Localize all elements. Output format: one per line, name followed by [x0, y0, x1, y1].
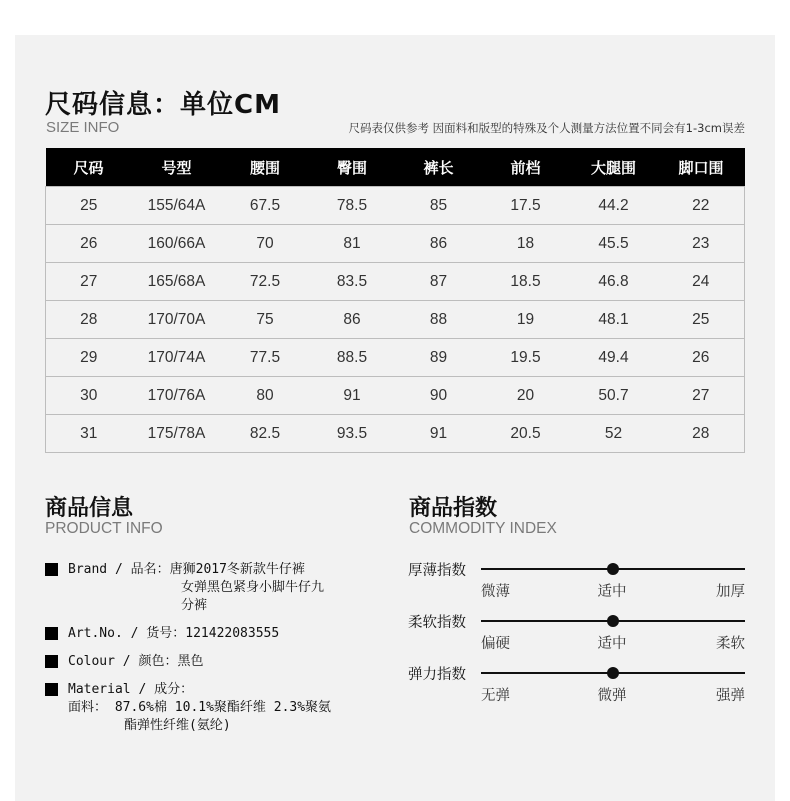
table-cell: 91 [396, 415, 482, 453]
column-header: 大腿围 [570, 148, 658, 187]
brand-line: Brand / 品名：唐狮2017冬新款牛仔裤 [68, 562, 305, 577]
page-subtitle: SIZE INFO [46, 119, 120, 136]
commodity-index-title: 商品指数 [409, 496, 498, 521]
table-cell: 46.8 [570, 263, 658, 301]
index-label: 柔软指数 [408, 615, 466, 631]
table-cell: 86 [396, 225, 482, 263]
table-cell: 78.5 [309, 187, 396, 225]
size-table [45, 148, 745, 453]
table-cell: 28 [658, 415, 745, 453]
index-label: 厚薄指数 [408, 563, 466, 579]
colour-text: Colour / 颜色：黑色 [68, 654, 204, 669]
product-info-title: 商品信息 [45, 496, 134, 521]
table-cell: 93.5 [309, 415, 396, 453]
brand-line: 女弹黑色紧身小脚牛仔九 [181, 580, 325, 595]
brand-line: 分裤 [181, 598, 208, 613]
index-low-label: 无弹 [481, 688, 510, 704]
table-row [46, 225, 745, 263]
bullet-icon [45, 655, 58, 668]
column-header: 尺码 [46, 148, 132, 187]
table-cell: 25 [46, 187, 132, 225]
table-cell: 44.2 [570, 187, 658, 225]
table-cell: 170/70A [132, 301, 222, 339]
info-brand [45, 561, 324, 615]
art-no-text: Art.No. / 货号：121422083555 [68, 626, 280, 641]
page-title: 尺码信息：单位CM [45, 90, 281, 120]
index-marker [607, 667, 619, 679]
table-cell: 20.5 [482, 415, 570, 453]
table-cell: 31 [46, 415, 132, 453]
table-cell: 82.5 [222, 415, 309, 453]
table-cell: 80 [222, 377, 309, 415]
info-material [45, 681, 331, 735]
column-header: 脚口围 [658, 148, 745, 187]
table-cell: 175/78A [132, 415, 222, 453]
table-cell: 52 [570, 415, 658, 453]
table-cell: 90 [396, 377, 482, 415]
column-header: 号型 [132, 148, 222, 187]
info-colour [45, 653, 203, 671]
table-cell: 170/74A [132, 339, 222, 377]
table-cell: 18 [482, 225, 570, 263]
index-high-label: 柔软 [716, 636, 745, 652]
commodity-index-subtitle: COMMODITY INDEX [409, 520, 557, 537]
size-table-header [46, 148, 745, 187]
table-cell: 70 [222, 225, 309, 263]
index-scale-line [481, 620, 745, 622]
column-header: 腰围 [222, 148, 309, 187]
table-cell: 29 [46, 339, 132, 377]
table-cell: 77.5 [222, 339, 309, 377]
table-row [46, 187, 745, 225]
table-cell: 27 [46, 263, 132, 301]
bullet-icon [45, 627, 58, 640]
index-marker [607, 563, 619, 575]
table-cell: 88.5 [309, 339, 396, 377]
index-low-label: 偏硬 [481, 636, 510, 652]
table-cell: 23 [658, 225, 745, 263]
table-cell: 27 [658, 377, 745, 415]
info-art-no [45, 625, 279, 643]
index-high-label: 加厚 [716, 584, 745, 600]
table-cell: 25 [658, 301, 745, 339]
table-cell: 19 [482, 301, 570, 339]
table-cell: 19.5 [482, 339, 570, 377]
table-cell: 24 [658, 263, 745, 301]
table-cell: 20 [482, 377, 570, 415]
table-cell: 75 [222, 301, 309, 339]
material-line: Material / 成分： [68, 682, 194, 697]
index-low-label: 微薄 [481, 584, 510, 600]
table-cell: 26 [46, 225, 132, 263]
index-scale-line [481, 568, 745, 570]
table-cell: 170/76A [132, 377, 222, 415]
table-cell: 165/68A [132, 263, 222, 301]
table-cell: 86 [309, 301, 396, 339]
table-cell: 45.5 [570, 225, 658, 263]
index-high-label: 强弹 [716, 688, 745, 704]
table-row [46, 339, 745, 377]
table-cell: 89 [396, 339, 482, 377]
column-header: 前档 [482, 148, 570, 187]
index-mid-label: 适中 [597, 584, 627, 600]
table-cell: 22 [658, 187, 745, 225]
table-cell: 50.7 [570, 377, 658, 415]
product-info-subtitle: PRODUCT INFO [45, 520, 163, 537]
material-line: 酯弹性纤维(氨纶) [124, 718, 231, 733]
size-note: 尺码表仅供参考 因面料和版型的特殊及个人测量方法位置不同会有1-3cm误差 [348, 121, 745, 135]
table-cell: 155/64A [132, 187, 222, 225]
table-cell: 160/66A [132, 225, 222, 263]
table-row [46, 415, 745, 453]
table-cell: 81 [309, 225, 396, 263]
material-line: 面料： 87.6%棉 10.1%聚酯纤维 2.3%聚氨 [68, 700, 332, 715]
table-cell: 28 [46, 301, 132, 339]
index-scale-line [481, 672, 745, 674]
index-mid-label: 微弹 [597, 688, 627, 704]
table-cell: 49.4 [570, 339, 658, 377]
index-mid-label: 适中 [597, 636, 627, 652]
table-cell: 17.5 [482, 187, 570, 225]
table-cell: 88 [396, 301, 482, 339]
index-elasticity [408, 667, 745, 722]
table-cell: 91 [309, 377, 396, 415]
table-cell: 48.1 [570, 301, 658, 339]
index-label: 弹力指数 [408, 667, 466, 683]
table-row [46, 301, 745, 339]
table-cell: 67.5 [222, 187, 309, 225]
bullet-icon [45, 563, 58, 576]
bullet-icon [45, 683, 58, 696]
table-cell: 30 [46, 377, 132, 415]
index-marker [607, 615, 619, 627]
column-header: 裤长 [396, 148, 482, 187]
column-header: 臀围 [309, 148, 396, 187]
table-row [46, 377, 745, 415]
table-cell: 26 [658, 339, 745, 377]
table-row [46, 263, 745, 301]
table-cell: 18.5 [482, 263, 570, 301]
table-cell: 83.5 [309, 263, 396, 301]
table-cell: 85 [396, 187, 482, 225]
table-cell: 72.5 [222, 263, 309, 301]
table-cell: 87 [396, 263, 482, 301]
